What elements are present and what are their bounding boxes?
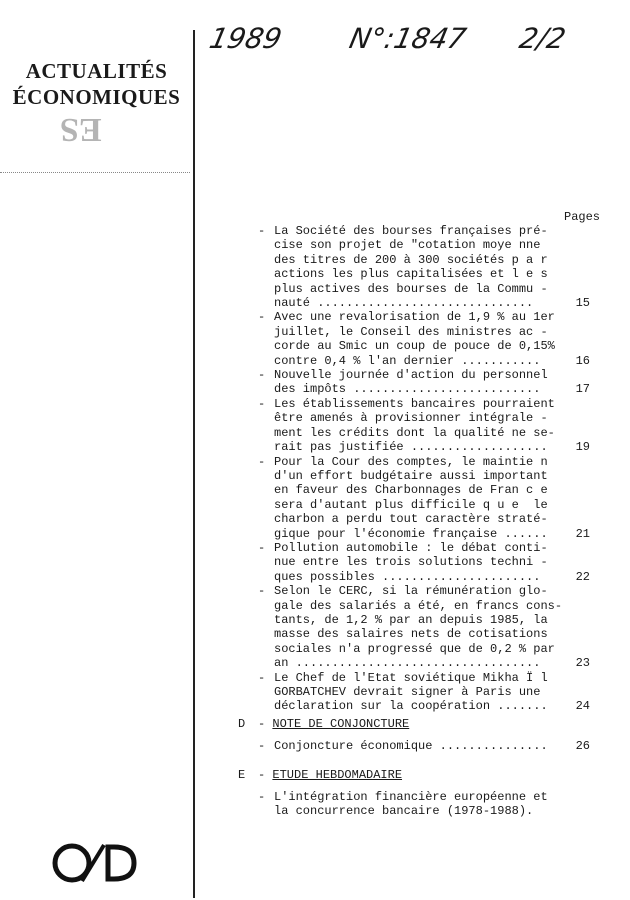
entry-page: 17 [575,382,590,397]
section-heading: - ETUDE HEBDOMADAIRE [258,768,403,782]
section-heading-text: ETUDE HEBDOMADAIRE [272,768,403,782]
handwritten-number: N°:1847 [346,22,470,55]
item-dash: - [258,790,266,804]
entry-dash: - [258,310,266,325]
toc-entry [258,397,588,455]
section-heading-text: NOTE DE CONJONCTURE [272,717,410,731]
toc-entry [258,368,588,397]
entry-page: 23 [575,656,590,671]
publication-title [0,58,193,110]
section-item-text: L'intégration financière européenne et la concurrence bancaire (1978-1988). [274,790,548,819]
section-item-text: Conjoncture économique ............... [274,739,548,753]
entries-list [258,224,588,714]
toc-entry [258,224,588,310]
entry-text: Le Chef de l'Etat soviétique Mikha Ï l GORBATCHEV devrait signer à Paris une déclaration sur la coopération ....... [274,670,548,714]
entry-dash: - [258,396,266,411]
entry-page: 22 [575,569,590,584]
entry-page: 19 [575,440,590,455]
entry-text: Les établissements bancaires pourraient être amenés à provisionner intégrale - ment les crédits dont la qualité ne se- rait pas justifiée ................... [274,396,555,455]
bleed-through-mark: ES [60,111,102,148]
pages-header: Pages [564,210,601,224]
left-dotted-rule [0,172,190,173]
toc-entry [258,455,588,541]
publication-title-line1: ACTUALITÉS [25,59,168,83]
section-letter: E [238,768,246,782]
section-letter: D [238,717,246,731]
section-item [258,790,588,819]
entry-text: Pollution automobile : le débat conti- nue entre les trois solutions techni - ques possibles ...................... [274,540,548,584]
entry-page: 21 [575,526,590,541]
entry-text: Pour la Cour des comptes, le maintie n d'un effort budgétaire aussi important en faveur des Charbonnages de Fran c e sera d'autant plus difficile q u e le charbon a perdu tout caractère straté- gique pour l'économie française ...... [274,454,548,541]
entry-page: 15 [575,296,590,311]
toc-entry [258,584,588,670]
entry-dash: - [258,224,266,238]
entry-page: 24 [575,699,590,714]
entry-text: Selon le CERC, si la rémunération glo- gale des salariés a été, en francs cons- tants, de 1,2 % par an depuis 1985, la masse des salaires nets de cotisations sociales n'a progressé que de 0,2 % par an .................................. [274,584,563,671]
entry-dash: - [258,368,266,383]
handwritten-part: 2/2 [516,22,569,55]
margin-rule [193,30,195,898]
entry-dash: - [258,454,266,469]
entry-dash: - [258,670,266,685]
publication-title-line2: ÉCONOMIQUES [12,85,181,109]
toc-entry [258,671,588,714]
handwritten-year: 1989 [206,22,285,55]
gd-logo [52,843,140,883]
entry-page: 16 [575,353,590,368]
entry-text: Avec une revalorisation de 1,9 % au 1er juillet, le Conseil des ministres ac - corde au Smic un coup de pouce de 0,15% contre 0,4 % l'an dernier ........... [274,310,555,368]
toc-entry [258,541,588,584]
entry-dash: - [258,584,266,599]
entry-dash: - [258,540,266,555]
section-item-page: 26 [575,739,590,753]
section-heading: - NOTE DE CONJONCTURE [258,717,410,731]
entry-text: Nouvelle journée d'action du personnel des impôts .......................... [274,368,548,397]
section-item [258,739,588,753]
toc-entry [258,310,588,368]
item-dash: - [258,739,266,753]
entry-text: La Société des bourses françaises pré- cise son projet de "cotation moye nne des titres de 200 à 300 sociétés p a r actions les plus capitalisées et l e s plus actives des bourses de la Commu - nauté .............................. [274,224,548,311]
